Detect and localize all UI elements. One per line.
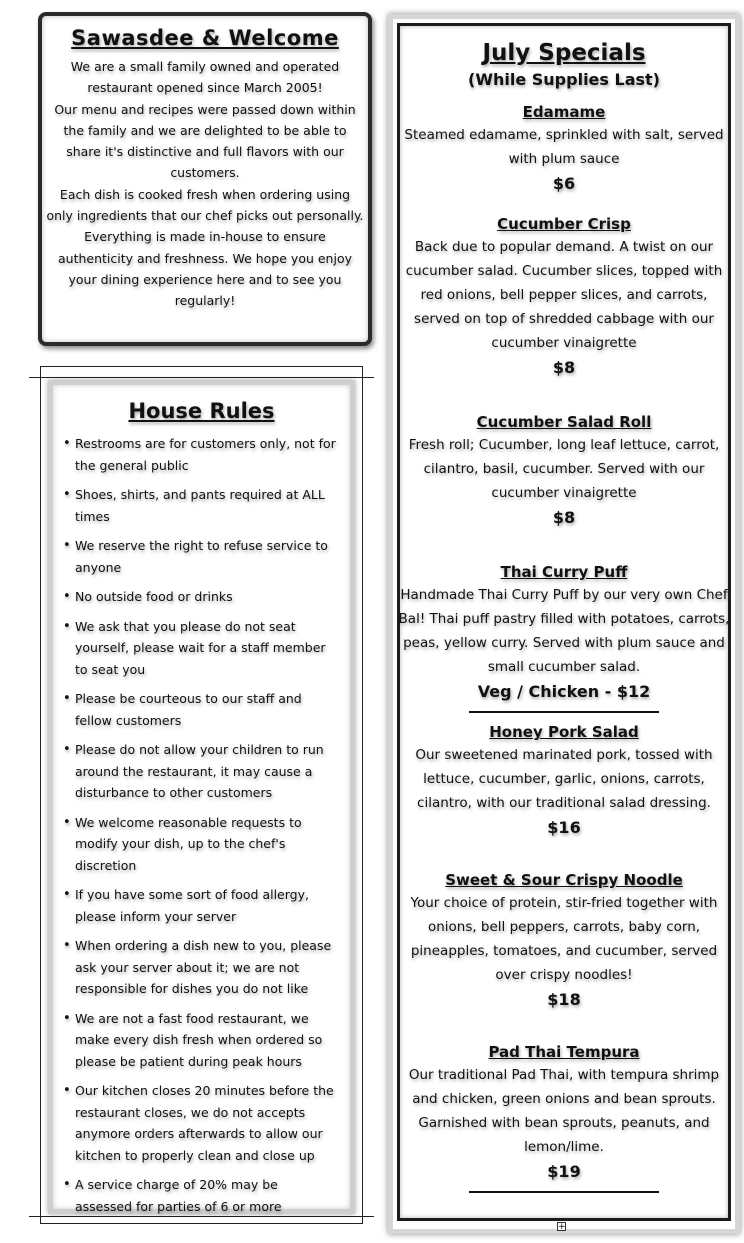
specials-title: July Specials [482,40,646,66]
rule-item: • When ordering a dish new to you, please ask your server about it; we are not responsible for dishes you do not like [75,935,342,1000]
welcome-paragraph-1: We are a small family owned and operated restaurant opened since March 2005! [70,59,340,96]
special-item-edamame [400,101,728,197]
special-item-name: Thai Curry Puff [500,563,628,581]
special-item-price: Veg / Chicken - $12 [477,682,651,701]
july-specials-panel [388,14,740,1234]
specials-inner-frame [397,23,731,1221]
special-item-name: Cucumber Salad Roll [476,413,652,431]
rule-item: • Restrooms are for customers only, not for the general public [75,433,342,476]
resize-handle[interactable]: + [558,1222,566,1232]
specials-subtitle: (While Supplies Last) [468,70,660,89]
special-item-desc: Fresh roll; Cucumber, long leaf lettuce, carrot, cilantro, basil, cucumber. Served with our cucumber vinaigrette [408,437,720,501]
special-item-sweet-sour-crispy-noodle [400,869,728,1013]
special-item-name: Sweet & Sour Crispy Noodle [445,871,683,889]
special-item-price: $16 [547,818,581,837]
rule-item: • We welcome reasonable requests to modify your dish, up to the chef's discretion [75,812,342,877]
rule-item: • Shoes, shirts, and pants required at ALL times [75,484,342,527]
house-rules-panel [48,380,355,1214]
welcome-paragraph-2: Our menu and recipes were passed down within the family and we are delighted to be able to share it's distinctive and full flavors with our customers. [54,101,356,181]
special-item-price: $18 [547,990,581,1009]
rule-item: • We are not a fast food restaurant, we make every dish fresh when ordered so please be patient during peak hours [75,1008,342,1073]
rule-item: • No outside food or drinks [75,586,342,608]
special-item-name: Pad Thai Tempura [488,1043,640,1061]
special-item-desc: Steamed edamame, sprinkled with salt, served with plum sauce [404,127,724,167]
special-item-desc: Handmade Thai Curry Puff by our very own Chef Bal! Thai puff pastry filled with potatoes, carrots, peas, yellow curry. Served with plum sauce and small cucumber salad. [398,587,730,675]
section-divider [469,1191,659,1193]
special-item-desc: Your choice of protein, stir-fried together with onions, bell peppers, carrots, baby corn, pineapples, tomatoes, and cucumber, served over crispy noodles! [410,895,718,983]
welcome-title: Sawasdee & Welcome [71,26,339,50]
house-rules-list [61,433,342,1217]
rule-item: • If you have some sort of food allergy, please inform your server [75,884,342,927]
rule-item: • A service charge of 20% may be assessed for parties of 6 or more [75,1174,342,1217]
welcome-paragraph-3: Each dish is cooked fresh when ordering using only ingredients that our chef picks out personally. Everything is made in-house to ensure authenticity and freshness. We hope you enjoy your dining experience here and to see you regularly! [46,186,364,309]
rule-item: • Please be courteous to our staff and fellow customers [75,688,342,731]
rule-item: • Please do not allow your children to run around the restaurant, it may cause a disturbance to other customers [75,739,342,804]
special-item-name: Edamame [522,103,606,121]
special-item-price: $8 [552,358,576,377]
rule-item: • We reserve the right to refuse service to anyone [75,535,342,578]
special-item-honey-pork-salad [400,721,728,841]
special-item-name: Cucumber Crisp [497,215,631,233]
special-item-desc: Back due to popular demand. A twist on our cucumber salad. Cucumber slices, topped with red onions, bell pepper slices, and carrots, served on top of shredded cabbage with our cucumber vinaigrette [405,239,723,351]
special-item-pad-thai-tempura [400,1041,728,1185]
house-rules-title: House Rules [128,399,275,423]
special-item-desc: Our sweetened marinated pork, tossed with lettuce, cucumber, garlic, onions, carrots, cilantro, with our traditional salad dressing. [415,747,713,811]
section-divider [469,711,659,713]
special-item-price: $19 [547,1162,581,1181]
welcome-panel [38,12,372,346]
special-item-thai-curry-puff [400,561,728,705]
special-item-name: Honey Pork Salad [489,723,639,741]
special-item-price: $6 [552,174,576,193]
special-item-cucumber-salad-roll [400,411,728,531]
special-item-price: $8 [552,508,576,527]
special-item-cucumber-crisp [400,213,728,381]
rule-item: • Our kitchen closes 20 minutes before the restaurant closes, we do not accepts anymore orders afterwards to allow our kitchen to properly clean and close up [75,1080,342,1166]
special-item-desc: Our traditional Pad Thai, with tempura shrimp and chicken, green onions and bean sprouts. Garnished with bean sprouts, peanuts, and lemon/lime. [408,1067,720,1155]
rule-item: • We ask that you please do not seat yourself, please wait for a staff member to seat you [75,616,342,681]
